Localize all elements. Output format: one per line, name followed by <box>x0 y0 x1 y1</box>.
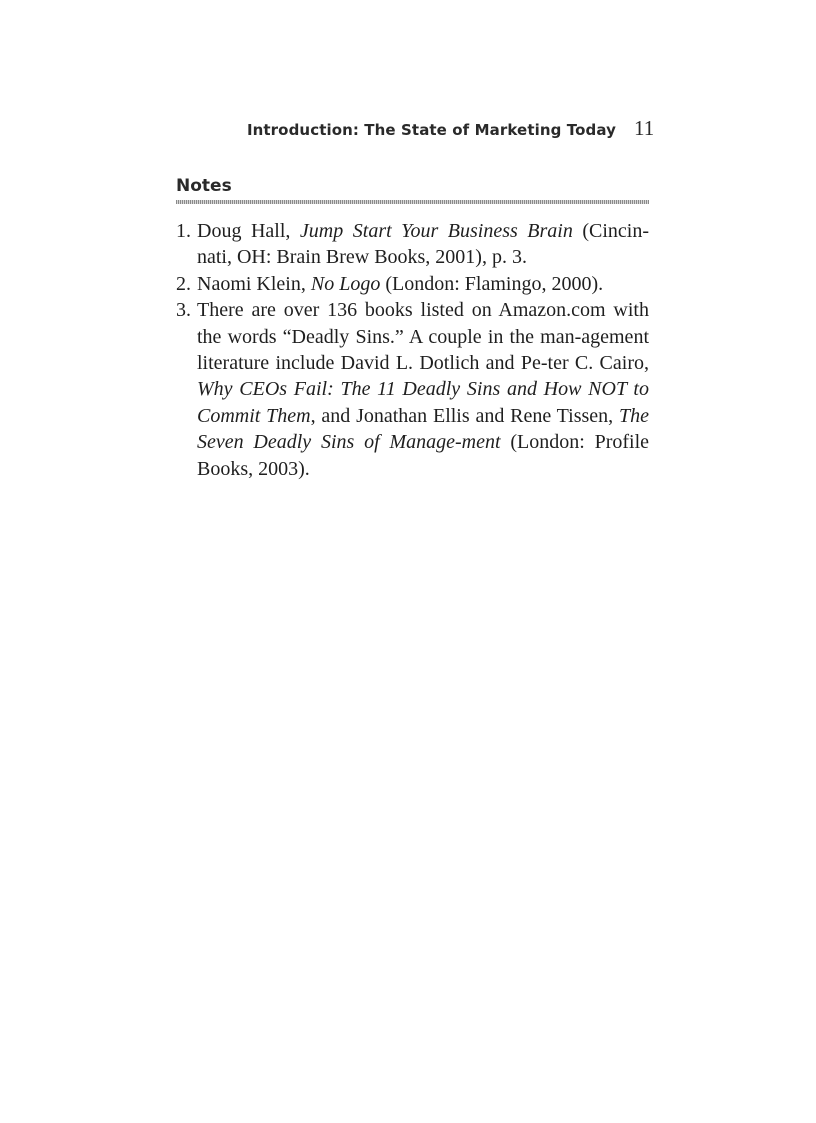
note-segment: Naomi Klein, <box>197 272 311 295</box>
notes-list <box>176 218 649 482</box>
note-item-3 <box>176 297 649 482</box>
note-segment: , and Jonathan Ellis and Rene Tissen, <box>310 404 619 427</box>
note-segment: Doug Hall, <box>197 220 300 242</box>
note-text <box>197 299 649 479</box>
note-number: 3. <box>176 299 191 322</box>
note-item-1 <box>176 218 649 271</box>
note-segment: (London: Flamingo, 2000). <box>380 272 604 295</box>
note-item-2 <box>176 271 649 297</box>
note-text <box>197 220 649 268</box>
note-text <box>197 273 603 295</box>
note-number: 2. <box>176 272 191 295</box>
running-head <box>228 116 655 144</box>
notes-divider <box>176 200 649 204</box>
page-number: 11 <box>634 116 655 140</box>
note-number: 1. <box>176 220 191 242</box>
note-title-italic: The Seven Deadly Sins of Manage-ment <box>197 404 649 454</box>
running-head-title: Introduction: The State of Marketing Today <box>246 121 616 139</box>
note-segment: There are over 136 books listed on Amazon.com with the words “Deadly Sins.” A couple in the man-agement literature include David L. Dotlich and Pe-ter C. Cairo, <box>197 299 649 375</box>
note-title-italic: Why CEOs Fail: The 11 Deadly Sins and How NOT to Commit Them <box>197 378 649 427</box>
note-segment: (London: Profile Books, 2003). <box>197 431 650 480</box>
note-title-italic: Jump Start Your Business Brain <box>299 220 573 242</box>
note-segment: (Cincin-nati, OH: Brain Brew Books, 2001), p. 3. <box>197 220 649 269</box>
note-title-italic: No Logo <box>310 272 381 295</box>
notes-heading: Notes <box>176 176 232 196</box>
